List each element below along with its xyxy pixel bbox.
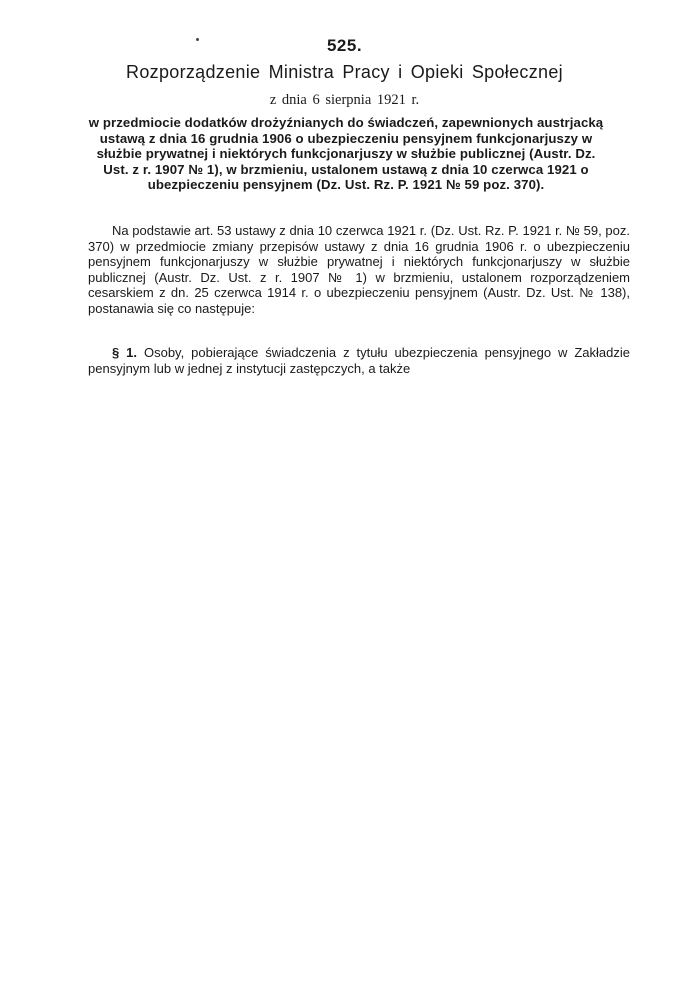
document-title: Rozporządzenie Ministra Pracy i Opieki Społecznej [126, 62, 563, 82]
section-mark: § 1. [112, 345, 138, 360]
date-line: z dnia 6 sierpnia 1921 r. [269, 92, 420, 108]
subject-heading: w przedmiocie dodatków drożyźnianych do świadczeń, zapewnionych austrjacką ustawą z dnia 16 grudnia 1906 o ubezpieczeniu pensyjnem funkcjonarjuszy w służbie prywatnej i niektórych funkcjonarjuszy w służbie publicznej (Austr. Dz. Ust. z r. 1907 № 1), w brzmieniu, ustalonem ustawą z dnia 10 czerwca 1921 o ubezpieczeniu pensyjnem (Dz. Ust. Rz. P. 1921 № 59 poz. 370). [88, 115, 604, 193]
section-1-text: Osoby, pobierające świadczenia z tytułu ubezpieczenia pensyjnego w Zakładzie pensyjnym lub w jednej z instytucji zastępczych, a także [88, 345, 631, 376]
preamble-paragraph: Na podstawie art. 53 ustawy z dnia 10 czerwca 1921 r. (Dz. Ust. Rz. P. 1921 r. № 59, poz. 370) w przedmiocie zmiany przepisów ustawy z dnia 16 grudnia 1906 r. o ubezpieczeniu pensyjnem funkcjonarjuszy w służbie prywatnej i niektórych funkcjonarjuszy w służbie publicznej (Austr. Dz. Ust. z r. 1907 № 1) w brzmieniu, ustalonem rozporządzeniem cesarskiem z dn. 25 czerwca 1914 r. o ubezpieczeniu pensyjnem (Austr. Dz. Ust. № 138), postanawia się co następuje: [88, 223, 630, 316]
page-number: 525. [326, 36, 363, 55]
section-1-paragraph [88, 345, 630, 376]
